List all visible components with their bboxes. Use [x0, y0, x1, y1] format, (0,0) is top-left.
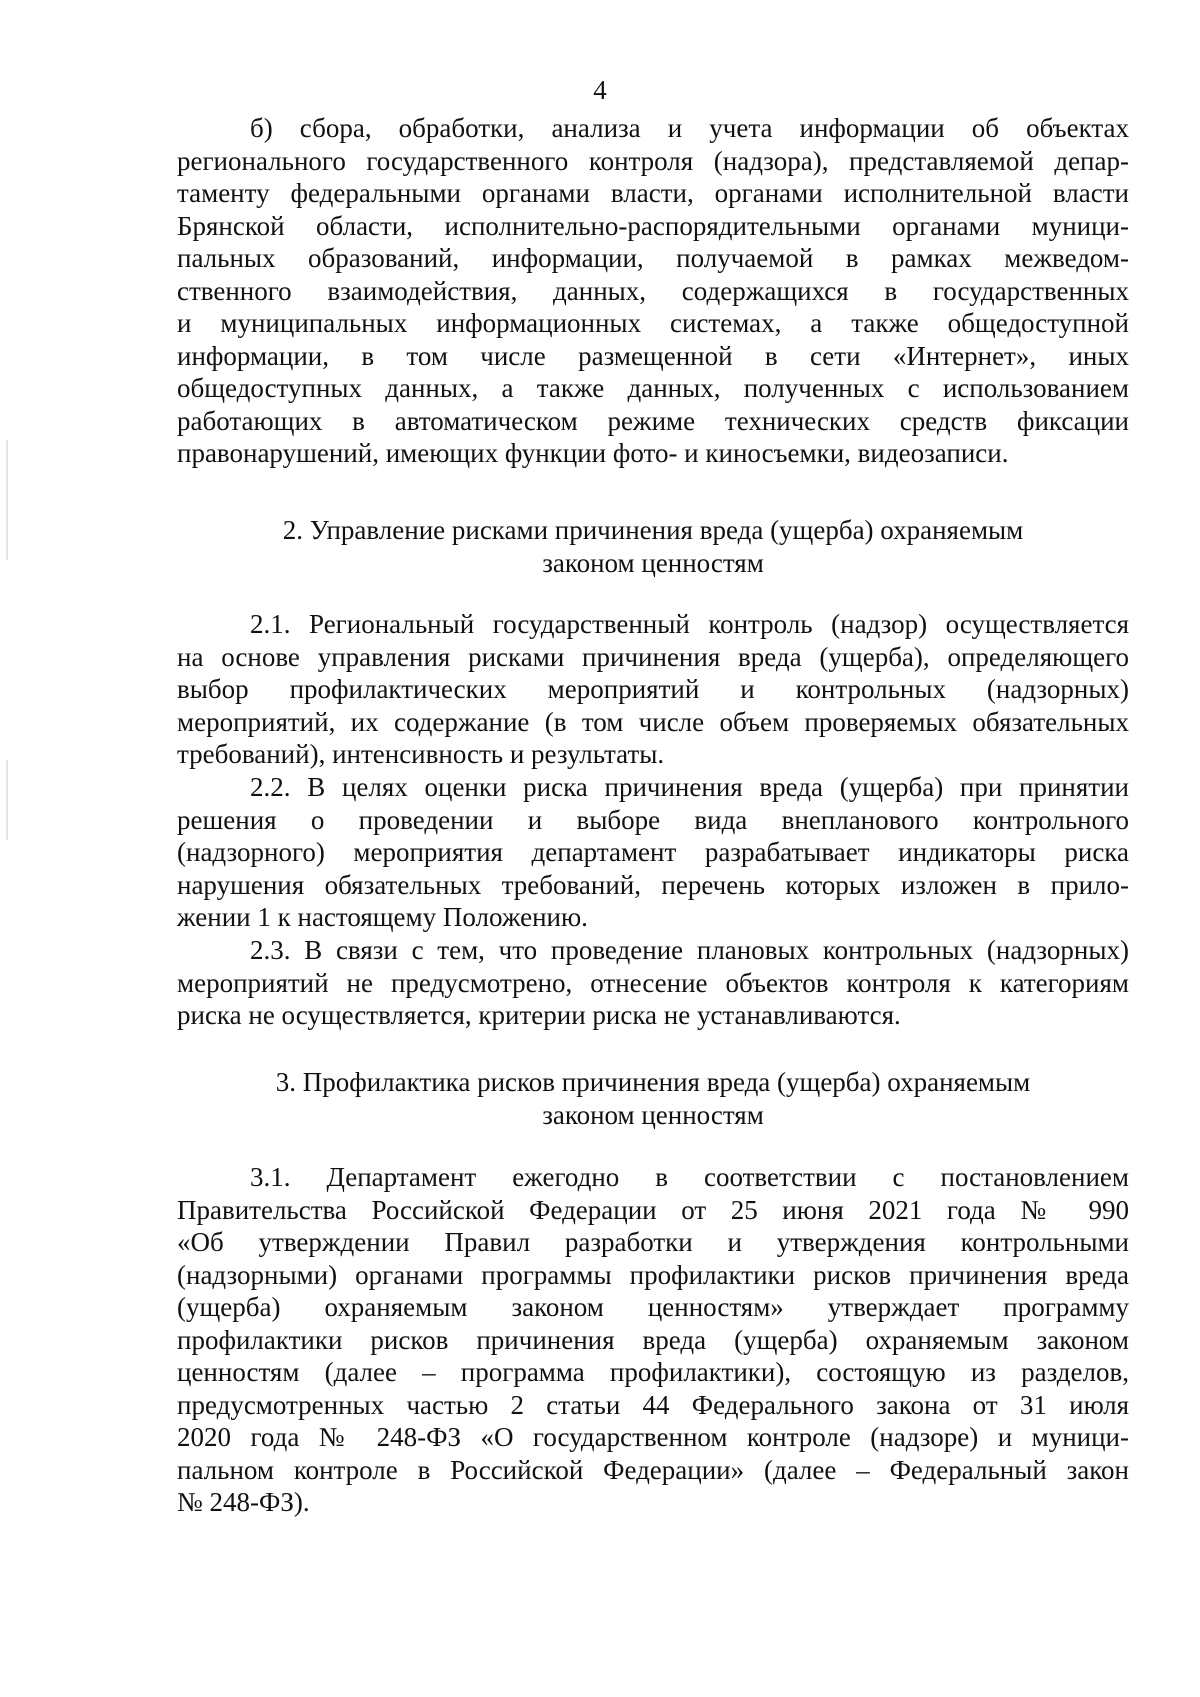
text-line: пальных образований, информации, получаемой в рамках межведом- — [177, 243, 1129, 273]
text-line: 3.1. Департамент ежегодно в соответствии с постановлением — [250, 1162, 1129, 1192]
text-line: Правительства Российской Федерации от 25 июня 2021 года № 990 — [177, 1194, 1129, 1225]
text-line: ственного взаимодействия, данных, содержащихся в государственных — [177, 275, 1129, 306]
text-line: работающих в автоматическом режиме технических средств фиксации — [177, 405, 1129, 436]
section-heading-2 — [177, 514, 1129, 579]
text-line: регионального государственного контроля (надзора), представляемой депар- — [177, 145, 1129, 176]
heading-line: 2. Управление рисками причинения вреда (ущерба) охраняемым — [282, 515, 1024, 545]
heading-line: 3. Профилактика рисков причинения вреда (ущерба) охраняемым — [275, 1067, 1031, 1097]
text-line: предусмотренных частью 2 статьи 44 Федерального закона от 31 июля — [177, 1389, 1129, 1420]
text-line: б) сбора, обработки, анализа и учета информации об объектах — [250, 113, 1129, 143]
text-line: информации, в том числе размещенной в сети «Интернет», иных — [177, 340, 1129, 371]
text-line: № 248-ФЗ). — [177, 1487, 310, 1517]
text-line: Брянской области, исполнительно-распорядительными органами муници- — [177, 210, 1129, 241]
text-line: общедоступных данных, а также данных, полученных с использованием — [177, 373, 1129, 403]
text-line: 2.2. В целях оценки риска причинения вреда (ущерба) при принятии — [250, 772, 1129, 802]
text-line: нарушения обязательных требований, перечень которых изложен в прило- — [177, 869, 1129, 900]
text-line: 2020 года № 248-ФЗ «О государственном контроле (надзоре) и муници- — [177, 1422, 1129, 1452]
paragraph-2-2 — [177, 771, 1129, 934]
text-line: таменту федеральными органами власти, органами исполнительной власти — [177, 178, 1129, 208]
text-line: жении 1 к настоящему Положению. — [177, 902, 588, 932]
text-line: «Об утверждении Правил разработки и утверждения контрольными — [177, 1227, 1129, 1257]
text-line: мероприятий, их содержание (в том числе объем проверяемых обязательных — [177, 706, 1129, 737]
text-line: 2.1. Региональный государственный контроль (надзор) осуществляется — [250, 609, 1129, 639]
text-line: профилактики рисков причинения вреда (ущерба) охраняемым законом — [177, 1324, 1129, 1355]
text-line: 2.3. В связи с тем, что проведение плановых контрольных (надзорных) — [250, 935, 1129, 965]
paragraph-2-3 — [177, 934, 1129, 1032]
text-line: выбор профилактических мероприятий и контрольных (надзорных) — [177, 674, 1129, 704]
paragraph-3-1 — [177, 1161, 1129, 1519]
text-line: правонарушений, имеющих функции фото- и киносъемки, видеозаписи. — [177, 438, 1009, 468]
text-line: и муниципальных информационных системах, а также общедоступной — [177, 308, 1129, 338]
text-line: риска не осуществляется, критерии риска не устанавливаются. — [177, 1000, 901, 1030]
text-line: (ущерба) охраняемым законом ценностям» утверждает программу — [177, 1292, 1129, 1322]
paragraph-2-1 — [177, 608, 1129, 771]
paragraph-b — [177, 112, 1129, 470]
text-line: на основе управления рисками причинения вреда (ущерба), определяющего — [177, 641, 1129, 672]
section-heading-3 — [177, 1066, 1129, 1131]
text-line: (надзорными) органами программы профилактики рисков причинения вреда — [177, 1259, 1129, 1290]
text-line: требований), интенсивность и результаты. — [177, 739, 665, 769]
scan-margin-mark — [6, 760, 8, 840]
page-number: 4 — [593, 75, 607, 105]
text-line: решения о проведении и выборе вида внепланового контрольного — [177, 804, 1129, 835]
scan-margin-mark — [6, 440, 8, 560]
text-line: (надзорного) мероприятия департамент разрабатывает индикаторы риска — [177, 837, 1129, 867]
heading-line: законом ценностям — [542, 1099, 764, 1130]
heading-line: законом ценностям — [542, 547, 764, 578]
text-line: ценностям (далее – программа профилактики), состоящую из разделов, — [177, 1357, 1129, 1387]
text-line: пальном контроле в Российской Федерации» (далее – Федеральный закон — [177, 1454, 1129, 1485]
text-line: мероприятий не предусмотрено, отнесение объектов контроля к категориям — [177, 967, 1129, 998]
